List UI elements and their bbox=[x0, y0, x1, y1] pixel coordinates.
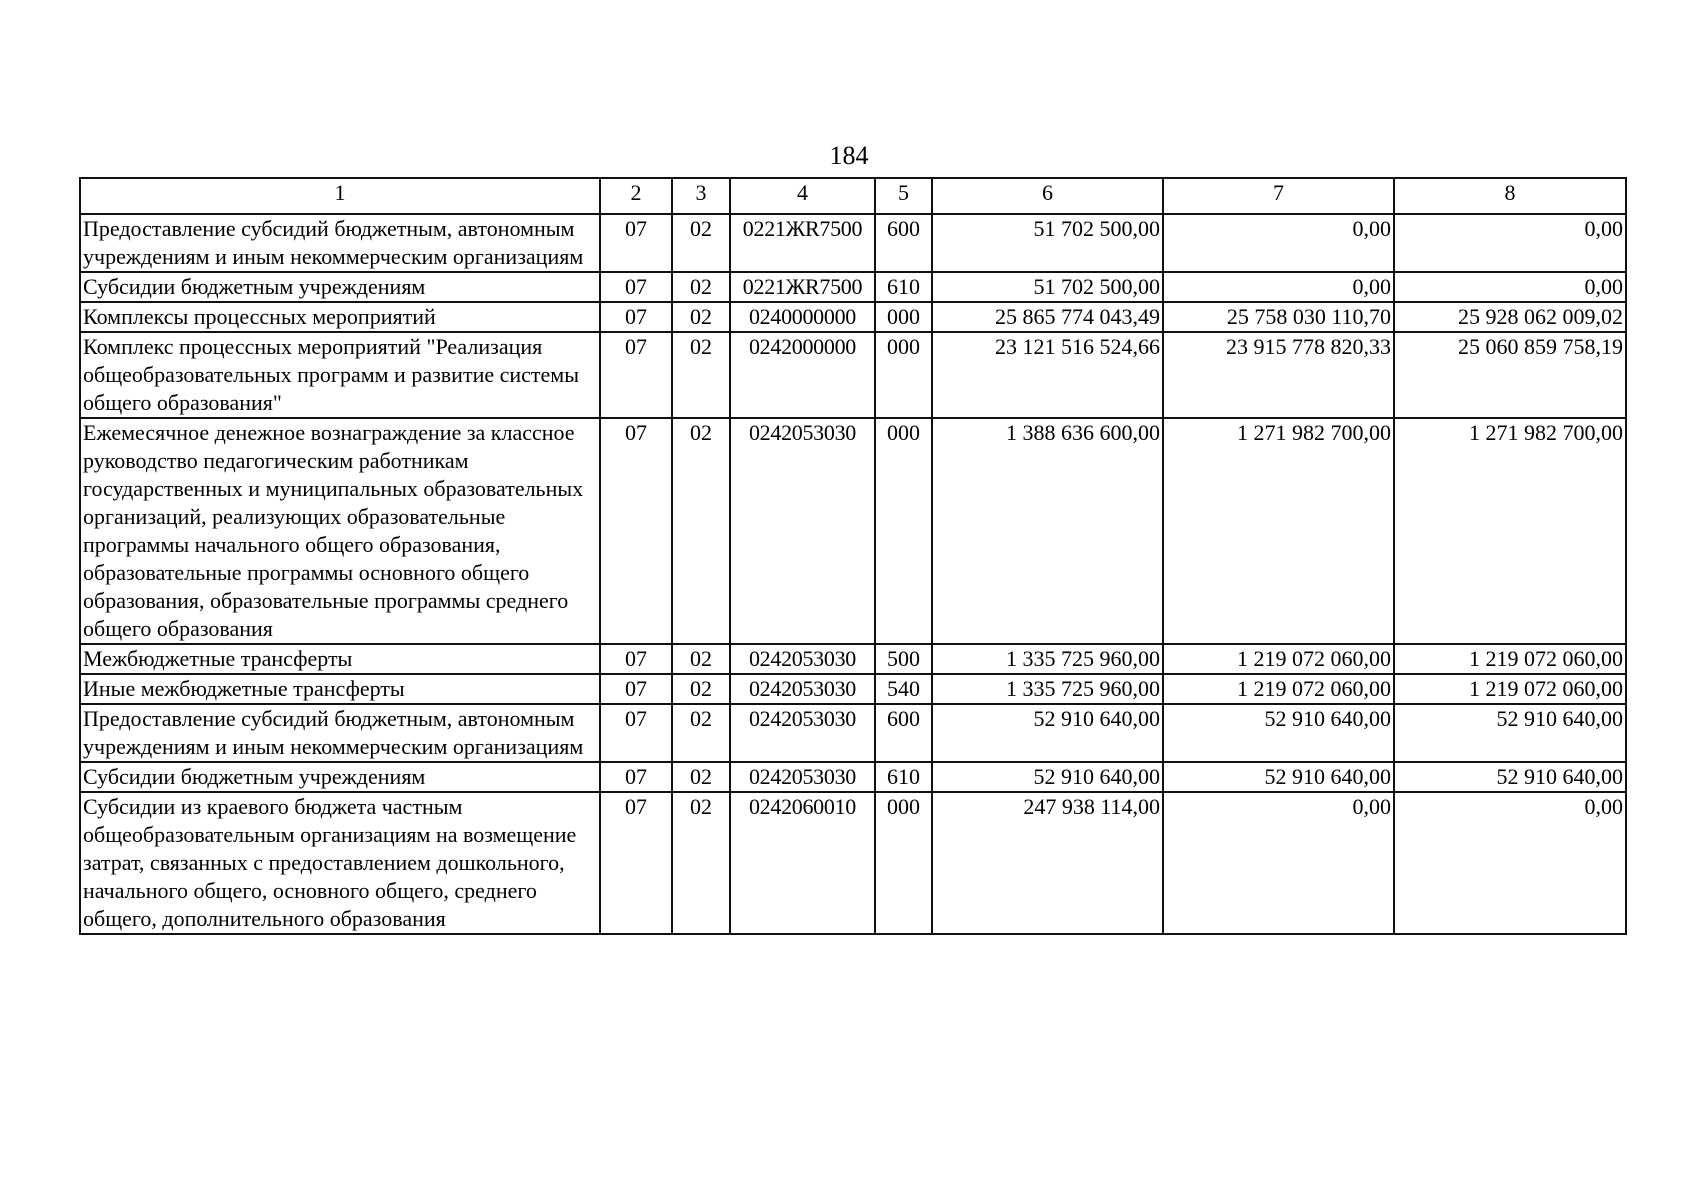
header-cell-8: 8 bbox=[1394, 178, 1626, 214]
table-row bbox=[80, 302, 1626, 332]
row-amount-6: 1 335 725 960,00 bbox=[932, 674, 1163, 704]
row-amount-8: 0,00 bbox=[1394, 272, 1626, 302]
row-expense-type: 600 bbox=[875, 214, 932, 272]
row-expense-type: 610 bbox=[875, 762, 932, 792]
row-subsection: 02 bbox=[672, 704, 730, 762]
row-amount-7: 25 758 030 110,70 bbox=[1163, 302, 1394, 332]
row-expense-type: 000 bbox=[875, 332, 932, 418]
header-cell-3: 3 bbox=[672, 178, 730, 214]
row-subsection: 02 bbox=[672, 674, 730, 704]
row-name: Комплексы процессных мероприятий bbox=[80, 302, 600, 332]
row-amount-6: 52 910 640,00 bbox=[932, 762, 1163, 792]
row-section: 07 bbox=[600, 644, 672, 674]
table-row bbox=[80, 272, 1626, 302]
header-cell-4: 4 bbox=[730, 178, 875, 214]
row-amount-8: 1 219 072 060,00 bbox=[1394, 674, 1626, 704]
row-amount-8: 52 910 640,00 bbox=[1394, 704, 1626, 762]
row-amount-7: 1 219 072 060,00 bbox=[1163, 674, 1394, 704]
row-amount-7: 1 219 072 060,00 bbox=[1163, 644, 1394, 674]
row-section: 07 bbox=[600, 302, 672, 332]
row-name: Ежемесячное денежное вознаграждение за классное руководство педагогическим работникам государственных и муниципальных образовательных организаций, реализующих образовательные программы начального общего образования, образовательные программы основного общего образования, образовательные программы среднего общего образования bbox=[80, 418, 600, 644]
row-amount-7: 0,00 bbox=[1163, 792, 1394, 934]
row-expense-type: 540 bbox=[875, 674, 932, 704]
row-expense-type: 000 bbox=[875, 418, 932, 644]
row-amount-6: 51 702 500,00 bbox=[932, 272, 1163, 302]
row-subsection: 02 bbox=[672, 762, 730, 792]
header-cell-1: 1 bbox=[80, 178, 600, 214]
row-section: 07 bbox=[600, 704, 672, 762]
row-subsection: 02 bbox=[672, 214, 730, 272]
row-amount-6: 25 865 774 043,49 bbox=[932, 302, 1163, 332]
row-expense-type: 000 bbox=[875, 792, 932, 934]
row-amount-6: 52 910 640,00 bbox=[932, 704, 1163, 762]
row-amount-7: 1 271 982 700,00 bbox=[1163, 418, 1394, 644]
row-subsection: 02 bbox=[672, 644, 730, 674]
row-name: Субсидии бюджетным учреждениям bbox=[80, 272, 600, 302]
row-section: 07 bbox=[600, 674, 672, 704]
row-section: 07 bbox=[600, 332, 672, 418]
row-target-article: 0240000000 bbox=[730, 302, 875, 332]
header-cell-7: 7 bbox=[1163, 178, 1394, 214]
table-row bbox=[80, 704, 1626, 762]
row-subsection: 02 bbox=[672, 418, 730, 644]
row-amount-7: 0,00 bbox=[1163, 272, 1394, 302]
table-row bbox=[80, 762, 1626, 792]
row-target-article: 0242053030 bbox=[730, 674, 875, 704]
table-row bbox=[80, 332, 1626, 418]
page-number: 184 bbox=[829, 141, 869, 170]
budget-table bbox=[79, 177, 1627, 935]
row-section: 07 bbox=[600, 214, 672, 272]
row-amount-7: 52 910 640,00 bbox=[1163, 762, 1394, 792]
table-row bbox=[80, 214, 1626, 272]
row-target-article: 0221ЖR7500 bbox=[730, 272, 875, 302]
row-target-article: 0242053030 bbox=[730, 762, 875, 792]
row-amount-6: 23 121 516 524,66 bbox=[932, 332, 1163, 418]
header-cell-6: 6 bbox=[932, 178, 1163, 214]
row-amount-8: 25 060 859 758,19 bbox=[1394, 332, 1626, 418]
row-expense-type: 600 bbox=[875, 704, 932, 762]
row-amount-6: 1 335 725 960,00 bbox=[932, 644, 1163, 674]
row-name: Комплекс процессных мероприятий "Реализация общеобразовательных программ и развитие системы общего образования" bbox=[80, 332, 600, 418]
row-name: Межбюджетные трансферты bbox=[80, 644, 600, 674]
table-row bbox=[80, 644, 1626, 674]
row-section: 07 bbox=[600, 762, 672, 792]
row-name: Предоставление субсидий бюджетным, автономным учреждениям и иным некоммерческим организациям bbox=[80, 704, 600, 762]
row-section: 07 bbox=[600, 418, 672, 644]
row-amount-6: 1 388 636 600,00 bbox=[932, 418, 1163, 644]
row-expense-type: 000 bbox=[875, 302, 932, 332]
row-amount-7: 0,00 bbox=[1163, 214, 1394, 272]
row-amount-7: 23 915 778 820,33 bbox=[1163, 332, 1394, 418]
row-subsection: 02 bbox=[672, 302, 730, 332]
row-name: Предоставление субсидий бюджетным, автономным учреждениям и иным некоммерческим организациям bbox=[80, 214, 600, 272]
row-target-article: 0242053030 bbox=[730, 418, 875, 644]
row-target-article: 0242053030 bbox=[730, 644, 875, 674]
row-amount-6: 51 702 500,00 bbox=[932, 214, 1163, 272]
row-amount-8: 52 910 640,00 bbox=[1394, 762, 1626, 792]
row-expense-type: 500 bbox=[875, 644, 932, 674]
row-amount-8: 1 219 072 060,00 bbox=[1394, 644, 1626, 674]
row-name: Иные межбюджетные трансферты bbox=[80, 674, 600, 704]
row-amount-8: 25 928 062 009,02 bbox=[1394, 302, 1626, 332]
header-cell-5: 5 bbox=[875, 178, 932, 214]
row-name: Субсидии из краевого бюджета частным общеобразовательным организациям на возмещение затрат, связанных с предоставлением дошкольного, начального общего, основного общего, среднего общего, дополнительного образования bbox=[80, 792, 600, 934]
table-row bbox=[80, 792, 1626, 934]
row-subsection: 02 bbox=[672, 332, 730, 418]
row-name: Субсидии бюджетным учреждениям bbox=[80, 762, 600, 792]
table-row bbox=[80, 674, 1626, 704]
row-amount-8: 1 271 982 700,00 bbox=[1394, 418, 1626, 644]
row-amount-8: 0,00 bbox=[1394, 214, 1626, 272]
row-target-article: 0242060010 bbox=[730, 792, 875, 934]
row-target-article: 0242053030 bbox=[730, 704, 875, 762]
row-target-article: 0242000000 bbox=[730, 332, 875, 418]
row-target-article: 0221ЖR7500 bbox=[730, 214, 875, 272]
row-section: 07 bbox=[600, 792, 672, 934]
row-amount-6: 247 938 114,00 bbox=[932, 792, 1163, 934]
row-amount-8: 0,00 bbox=[1394, 792, 1626, 934]
row-subsection: 02 bbox=[672, 272, 730, 302]
table-row bbox=[80, 418, 1626, 644]
row-amount-7: 52 910 640,00 bbox=[1163, 704, 1394, 762]
row-subsection: 02 bbox=[672, 792, 730, 934]
header-cell-2: 2 bbox=[600, 178, 672, 214]
row-expense-type: 610 bbox=[875, 272, 932, 302]
row-section: 07 bbox=[600, 272, 672, 302]
header-row bbox=[80, 178, 1626, 214]
